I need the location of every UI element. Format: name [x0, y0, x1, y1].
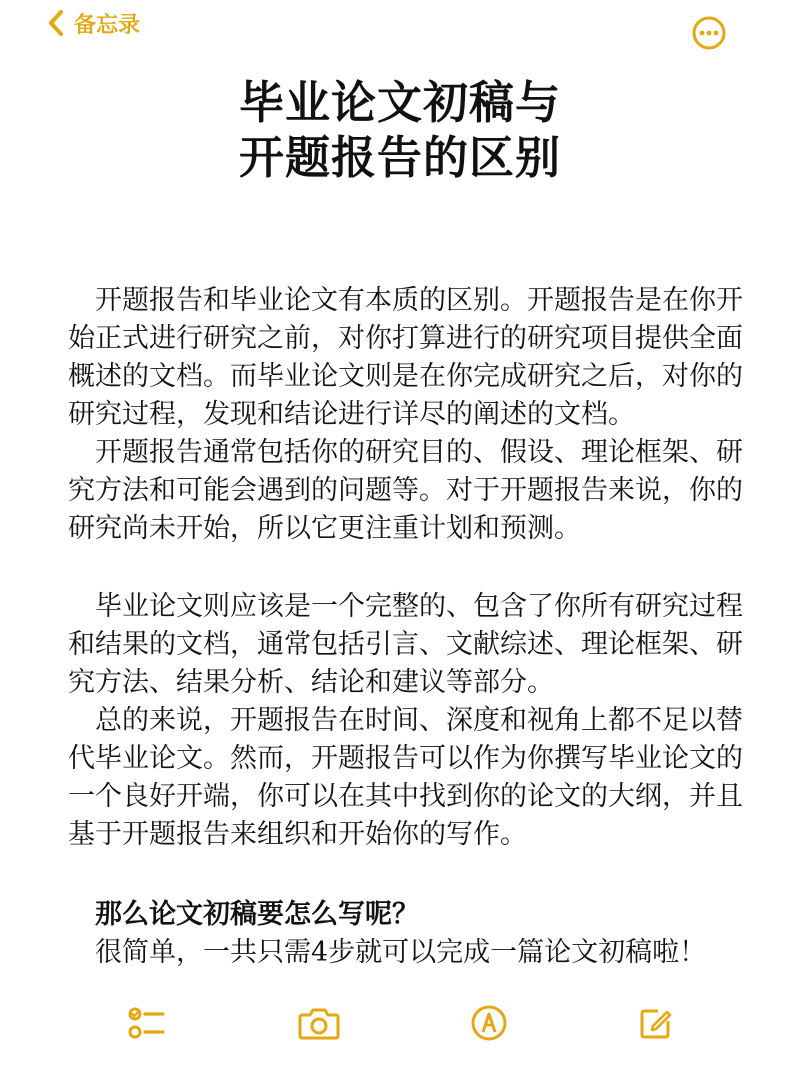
body-line: 开题报告和毕业论文有本质的区别。开题报告是在你开 [95, 285, 743, 316]
markup-pen-icon [469, 1003, 509, 1043]
body-line: 毕业论文则应该是一个完整的、包含了你所有研究过程 [95, 591, 743, 622]
ellipsis-circle-icon [691, 15, 727, 51]
back-button[interactable] [48, 6, 140, 40]
bottom-toolbar [0, 995, 800, 1051]
chevron-left-icon [48, 9, 64, 37]
body-line: 究方法、结果分析、结论和建议等部分。 [68, 667, 554, 698]
body-line: 研究过程，发现和结论进行详尽的阐述的文档。 [68, 399, 635, 430]
camera-icon [297, 1003, 341, 1043]
compose-button[interactable] [632, 995, 680, 1051]
body-line: 很简单，一共只需4步就可以完成一篇论文初稿啦！ [95, 937, 707, 968]
body-line: 和结果的文档，通常包括引言、文献综述、理论框架、研 [68, 629, 743, 660]
body-line: 一个良好开端，你可以在其中找到你的论文的大纲，并且 [68, 781, 743, 812]
body-line: 研究尚未开始，所以它更注重计划和预测。 [68, 513, 581, 544]
note-title [0, 75, 800, 185]
body-line: 概述的文档。而毕业论文则是在你完成研究之后，对你的 [68, 361, 743, 392]
body-line: 总的来说，开题报告在时间、深度和视角上都不足以替 [95, 705, 743, 736]
body-line: 基于开题报告来组织和开始你的写作。 [68, 819, 527, 850]
body-line-bold: 那么论文初稿要怎么写呢？ [95, 899, 419, 930]
more-options-button[interactable] [691, 15, 727, 51]
note-title-line-2: 开题报告的区别 [238, 131, 561, 184]
body-line: 始正式进行研究之前，对你打算进行的研究项目提供全面 [68, 323, 743, 354]
checklist-icon [127, 1003, 167, 1043]
body-line: 究方法和可能会遇到的问题等。对于开题报告来说，你的 [68, 475, 743, 506]
note-body[interactable] [68, 282, 780, 972]
checklist-button[interactable] [123, 995, 171, 1051]
body-line: 开题报告通常包括你的研究目的、假设、理论框架、研 [95, 437, 743, 468]
paragraph-gap [95, 854, 780, 896]
body-line: 代毕业论文。然而，开题报告可以作为你撰写毕业论文的 [68, 743, 743, 774]
camera-button[interactable] [295, 995, 343, 1051]
paragraph-gap [95, 548, 780, 588]
compose-icon [636, 1003, 676, 1043]
back-label: 备忘录 [74, 12, 141, 38]
markup-button[interactable] [465, 995, 513, 1051]
note-title-line-1: 毕业论文初稿与 [238, 76, 561, 129]
